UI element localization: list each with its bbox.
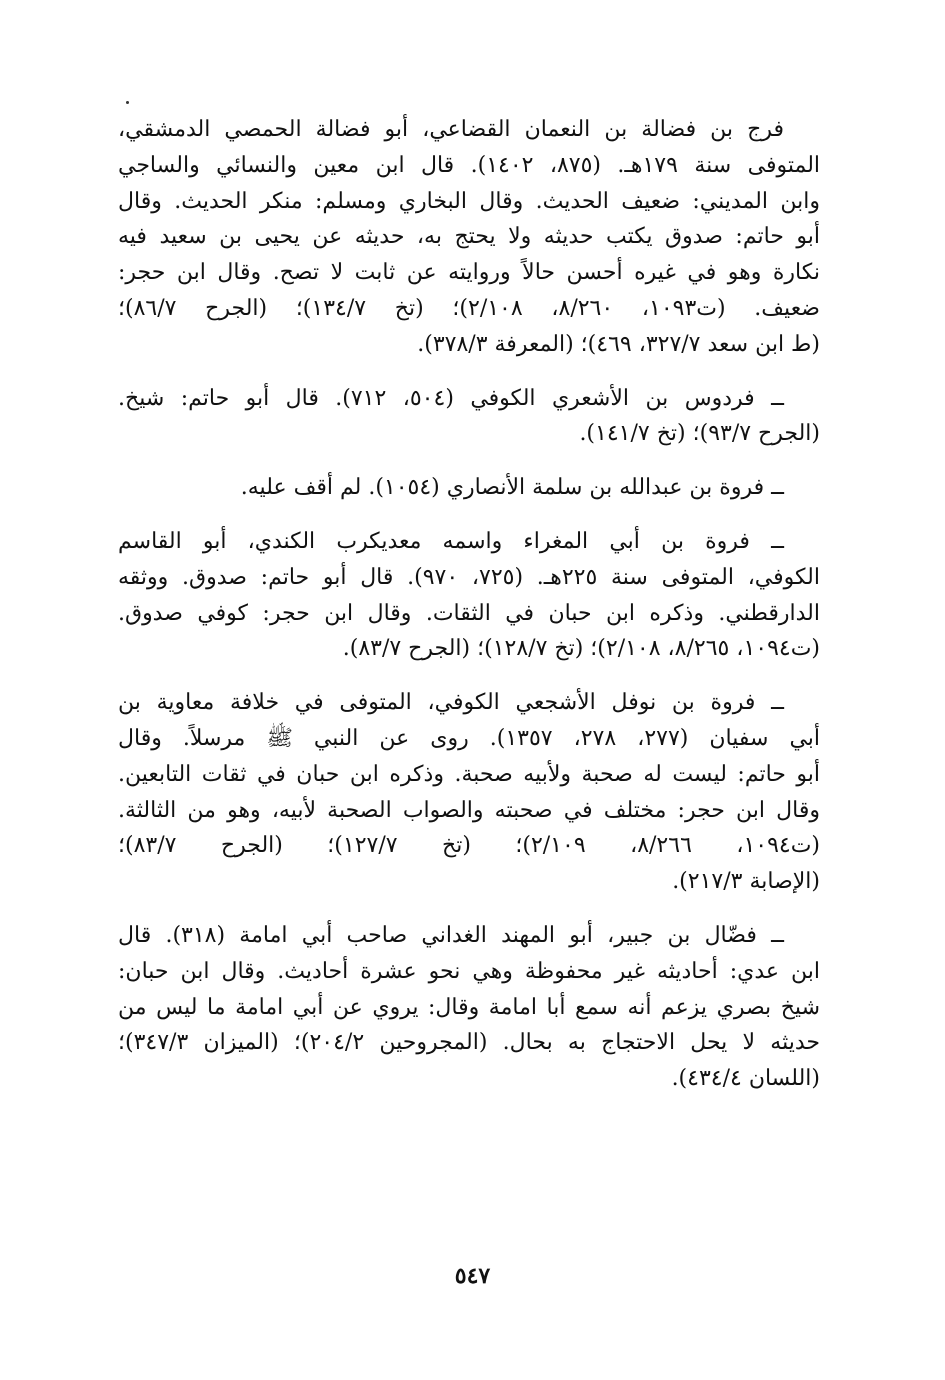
entry-line: وابن المديني: ضعيف الحديث. وقال البخاري ومسلم: منكر الحديث. وقال (118, 188, 820, 214)
entry-faddal-bin-jubayr (118, 918, 820, 1097)
entry-line: ــ فردوس بن الأشعري الكوفي (٥٠٤، ٧١٢). قال أبو حاتم: شيخ. (118, 385, 784, 411)
entry-faraj-bin-fadala (118, 112, 820, 363)
entry-line: شيخ بصري يزعم أنه سمع أبا امامة وقال: يروي عن أبي امامة ما ليس من (118, 994, 820, 1020)
entry-line: ــ فروة بن عبدالله بن سلمة الأنصاري (١٠٥٤). لم أقف عليه. (240, 475, 784, 501)
entry-line: (اللسان ٤٣٤/٤). (671, 1066, 820, 1092)
entry-line: ضعيف. (ت١٠٩٣، ٨/٢٦٠، ٢/١٠٨)؛ (تخ ١٣٤/٧)؛ (الجرح ٨٦/٧)؛ (118, 295, 820, 321)
entry-line: أبو حاتم: ليست له صحبة ولأبيه صحبة. وذكره ابن حبان في ثقات التابعين. (118, 761, 820, 787)
scan-speck (126, 101, 129, 104)
entry-line: (الجرح ٩٣/٧)؛ (تخ ١٤١/٧). (579, 421, 820, 447)
entry-line: (ت١٠٩٤، ٨/٢٦٦، ٢/١٠٩)؛ (تخ ١٢٧/٧)؛ (الجرح ٨٣/٧)؛ (118, 833, 820, 859)
entry-line: حديثه لا يحل الاحتجاج به بحال. (المجروحين ٢٠٤/٢)؛ (الميزان ٣٤٧/٣)؛ (118, 1030, 820, 1056)
entry-line: فرج بن فضالة بن النعمان القضاعي، أبو فضالة الحمصي الدمشقي، (118, 117, 784, 142)
entry-line: الدارقطني. وذكره ابن حبان في الثقات. وقال ابن حجر: كوفي صدوق. (118, 600, 820, 626)
entry-farwa-bin-abi-al-maghra (118, 524, 820, 667)
entry-line: نكارة وهو في غيره أحسن حالاً وروايته عن ثابت لا تصح. وقال ابن حجر: (118, 260, 820, 286)
entry-line: ابن عدي: أحاديثه غير محفوظة وهي نحو عشرة أحاديث. وقال ابن حبان: (118, 958, 820, 984)
entry-line: ــ فروة بن أبي المغراء واسمه معديكرب الكندي، أبو القاسم (118, 528, 784, 554)
entry-line: وقال ابن حجر: مختلف في صحبته والصواب الصحبة لأبيه، وهو من الثالثة. (118, 797, 820, 823)
entry-line: ــ فروة بن نوفل الأشجعي الكوفي، المتوفى في خلافة معاوية بن (118, 690, 784, 716)
entry-line: أبي سفيان (٢٧٧، ٢٧٨، ١٣٥٧). روى عن النبي ﷺ مرسلاً. وقال (118, 725, 820, 751)
entry-line: (ط ابن سعد ٣٢٧/٧، ٤٦٩)؛ (المعرفة ٣٧٨/٣). (417, 331, 820, 357)
entry-farwa-bin-nawfal (118, 685, 820, 900)
entry-firdaws-bin-al-ashari (118, 381, 820, 453)
entry-line: الكوفي، المتوفى سنة ٢٢٥هـ. (٧٢٥، ٩٧٠). قال أبو حاتم: صدوق. ووثقه (118, 564, 820, 590)
entry-line: (الإصابة ٢١٧/٣). (672, 869, 820, 895)
entry-line: المتوفى سنة ١٧٩هـ. (٨٧٥، ١٤٠٢). قال ابن معين والنسائي والساجي (118, 152, 820, 178)
entry-line: (ت١٠٩٤، ٨/٢٦٥، ٢/١٠٨)؛ (تخ ١٢٨/٧)؛ (الجرح ٨٣/٧). (342, 636, 820, 662)
entry-line: أبو حاتم: صدوق يكتب حديثه ولا يحتج به، حديثه عن يحيى بن سعيد فيه (118, 224, 820, 250)
entry-farwa-bin-abdallah (118, 470, 820, 506)
page-body (118, 112, 820, 1115)
entry-line: ــ فضّال بن جبير، أبو المهند الغداني صاحب أبي امامة (٣١٨). قال (118, 922, 784, 948)
page-number: ٥٤٧ (454, 1263, 491, 1289)
